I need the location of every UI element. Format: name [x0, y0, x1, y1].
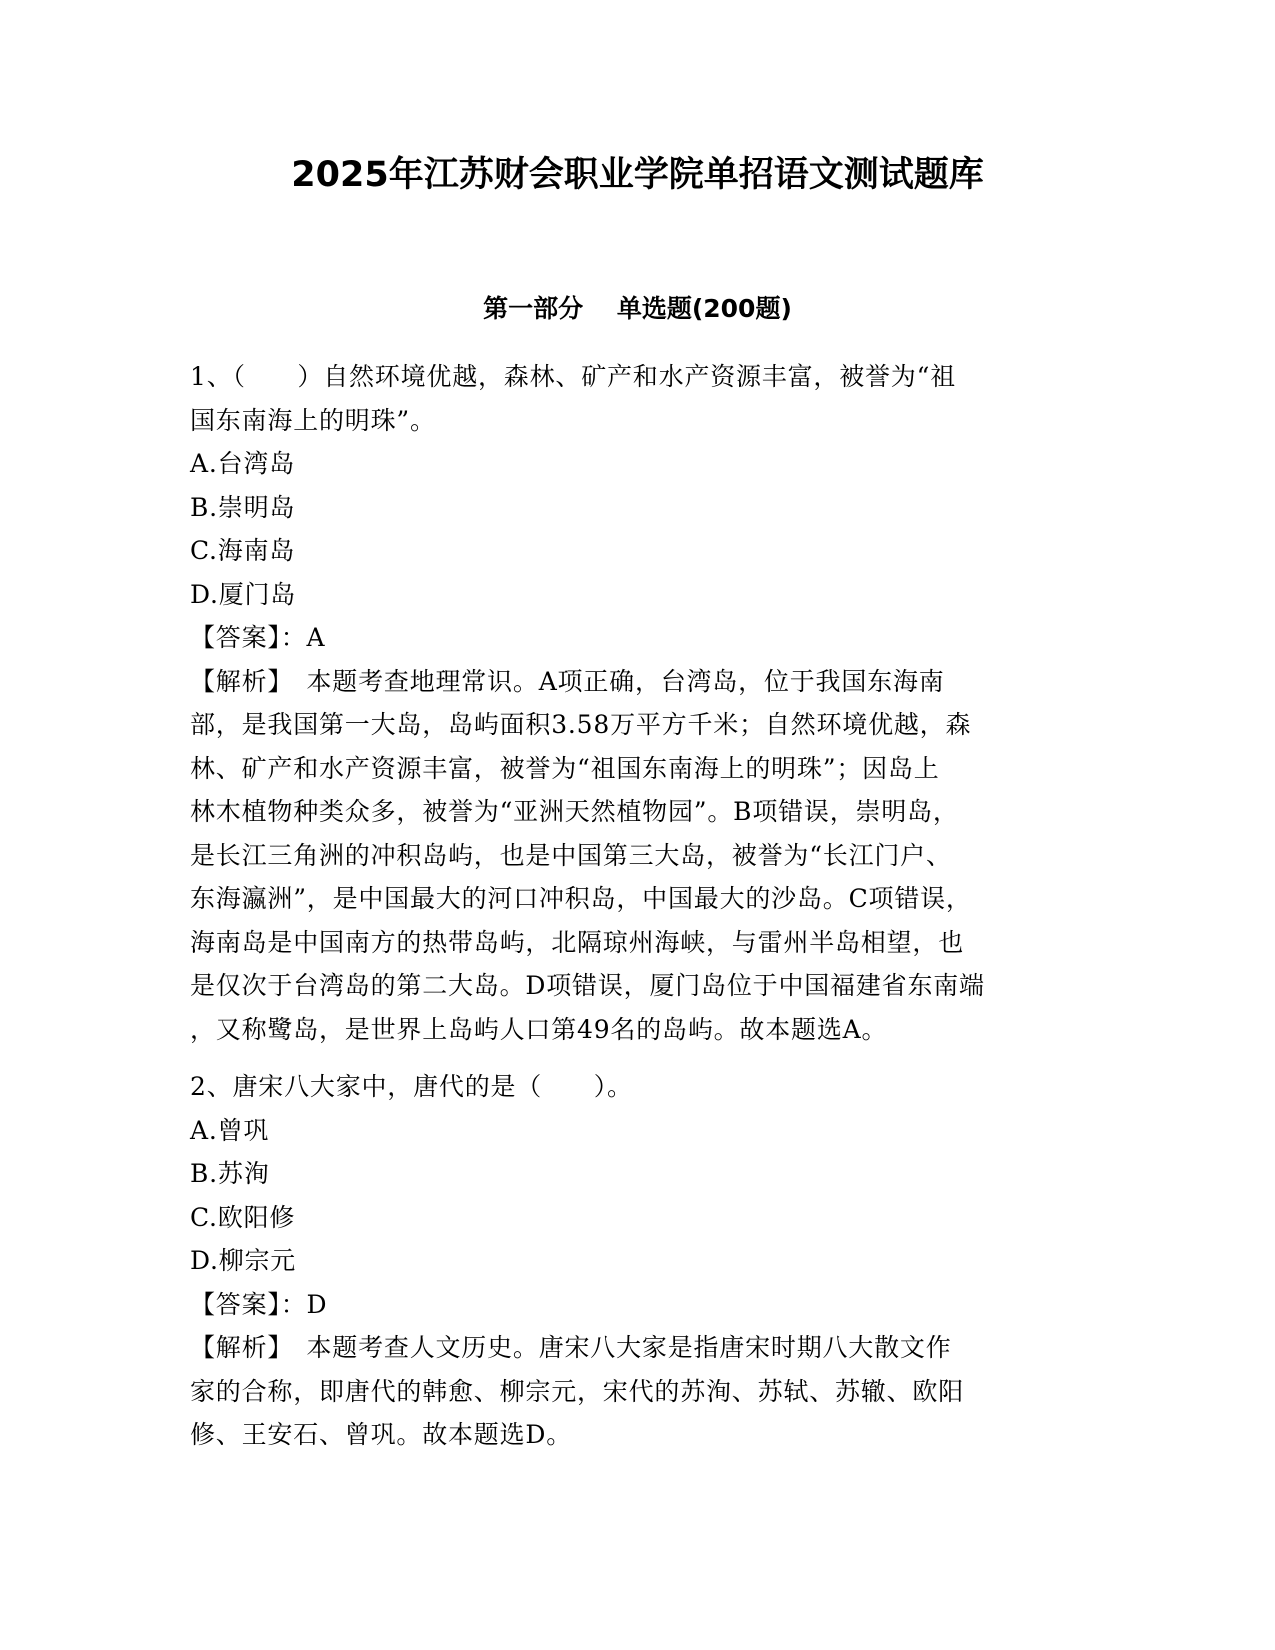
- analysis-line: 【解析】 本题考查人文历史。唐宋八大家是指唐宋时期八大散文作: [190, 1333, 952, 1362]
- question-stem-line: 国东南海上的明珠”。: [190, 405, 436, 435]
- analysis-line: 是长江三角洲的冲积岛屿，也是中国第三大岛，被誉为“长江门户、: [190, 840, 952, 870]
- option-a: A.曾巩: [190, 1115, 270, 1145]
- answer-line: 【答案】：A: [190, 623, 326, 652]
- analysis-line: 海南岛是中国南方的热带岛屿，北隔琼州海峡，与雷州半岛相望，也: [190, 927, 965, 957]
- analysis-line: 是仅次于台湾岛的第二大岛。D项错误，厦门岛位于中国福建省东南端: [190, 971, 985, 1000]
- document-title: 2025年江苏财会职业学院单招语文测试题库: [291, 155, 984, 195]
- question-stem-line: 2、唐宋八大家中，唐代的是（ ）。: [190, 1072, 633, 1101]
- analysis-line: 部，是我国第一大岛，岛屿面积3.58万平方千米；自然环境优越，森: [190, 710, 972, 739]
- option-d: D.厦门岛: [190, 579, 297, 609]
- section-title: 第一部分 单选题(200题): [483, 294, 792, 323]
- option-c: C.欧阳修: [190, 1202, 296, 1232]
- option-b: B.崇明岛: [190, 492, 296, 522]
- analysis-line: 林木植物种类众多，被誉为“亚洲天然植物园”。B项错误，崇明岛，: [190, 797, 959, 826]
- analysis-line: 林、矿产和水产资源丰富，被誉为“祖国东南海上的明珠”；因岛上: [190, 753, 940, 783]
- analysis-line: 家的合称，即唐代的韩愈、柳宗元，宋代的苏洵、苏轼、苏辙、欧阳: [190, 1376, 965, 1406]
- question-list: [190, 355, 1086, 1471]
- question-2: [190, 1065, 1086, 1457]
- answer-line: 【答案】：D: [190, 1289, 328, 1319]
- option-a: A.台湾岛: [190, 449, 296, 478]
- analysis-line: 东海瀛洲”，是中国最大的河口冲积岛，中国最大的沙岛。C项错误，: [190, 884, 972, 913]
- option-c: C.海南岛: [190, 536, 296, 565]
- analysis-line: ，又称鹭岛，是世界上岛屿人口第49名的岛屿。故本题选A。: [190, 1014, 888, 1044]
- option-d: D.柳宗元: [190, 1246, 297, 1275]
- option-b: B.苏洵: [190, 1159, 270, 1188]
- question-stem-line: 1、（ ）自然环境优越，森林、矿产和水产资源丰富，被誉为“祖: [190, 362, 956, 391]
- question-1: [190, 355, 1086, 1051]
- analysis-line: 【解析】 本题考查地理常识。A项正确，台湾岛，位于我国东海南: [190, 666, 945, 696]
- analysis-line: 修、王安石、曾巩。故本题选D。: [190, 1420, 573, 1449]
